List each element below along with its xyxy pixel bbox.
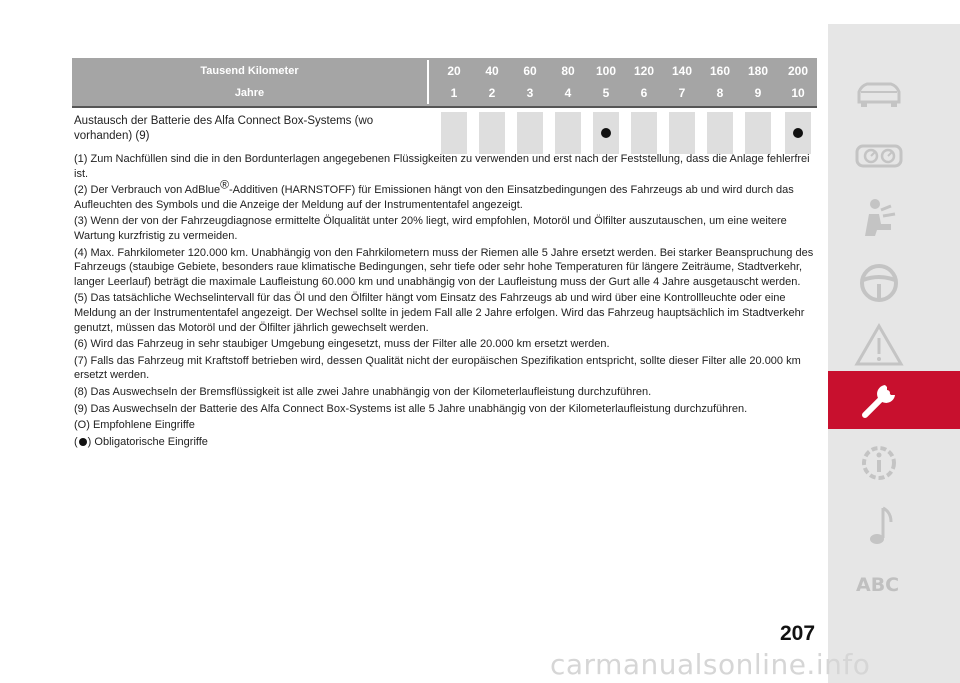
sidebar-item-maintenance[interactable] [828, 371, 960, 429]
table-cell [479, 112, 505, 154]
page-number: 207 [780, 622, 816, 645]
header-col-2: 40 2 [485, 64, 499, 100]
footnote-1: (1) Zum Nachfüllen sind die in den Bordunterlagen angegebenen Flüssigkeiten zu verwenden und erst nach der Feststellung, dass die Anlage fehlerfrei ist. [74, 153, 810, 180]
header-col-9: 180 9 [747, 64, 769, 100]
footnote-2: (2) Der Verbrauch von AdBlue®-Additiven (HARNSTOFF) für Emissionen hängt von den Einsatzbedingungen des Fahrzeugs ab und wird durch das Aufleuchten des Symbols und die Anzeige der Meldung auf der Instrumententafel angezeigt. [74, 177, 794, 211]
seat-airbag-icon [851, 190, 907, 248]
footnote-6: (6) Wird das Fahrzeug in sehr staubiger Umgebung eingesetzt, muss der Filter alle 20.000 km ersetzt werden. [74, 338, 610, 351]
sidebar-item-safety[interactable] [828, 190, 960, 248]
table-cell [441, 112, 467, 154]
watermark: carmanualsonline.info [550, 648, 871, 681]
footnote-9: (9) Das Auswechseln der Batterie des Alfa Connect Box-Systems ist alle 5 Jahre unabhängig von der Kilometerlaufleistung durchzuführen. [74, 402, 748, 415]
music-note-icon [851, 498, 907, 556]
table-cell [707, 112, 733, 154]
legend-mandatory: ( ) Obligatorische Eingriffe [74, 435, 208, 448]
header-col-5: 100 5 [595, 64, 617, 100]
header-col-7: 140 7 [671, 64, 693, 100]
table-cell [785, 112, 811, 154]
table-cell [745, 112, 771, 154]
legend-recommended: (O) Empfohlene Eingriffe [74, 419, 195, 432]
footnotes [74, 152, 819, 451]
wrench-icon [851, 371, 907, 429]
sidebar-item-multimedia[interactable] [828, 498, 960, 556]
dashboard-icon [851, 126, 907, 184]
chapter-sidebar [828, 24, 960, 683]
sidebar-item-car[interactable] [828, 62, 960, 120]
header-col-3: 60 3 [523, 64, 537, 100]
info-gear-icon [851, 434, 907, 492]
row-label: Austausch der Batterie des Alfa Connect Box-Systems (wo vorhanden) (9) [74, 115, 374, 142]
mandatory-dot-icon [793, 128, 803, 138]
table-row [72, 106, 817, 154]
table-header [72, 58, 817, 106]
footnote-5: (5) Das tatsächliche Wechselintervall für das Öl und den Ölfilter hängt vom Einsatz des Fahrzeugs ab und wird über eine Kontrollleuchte oder eine Meldung an der Instrumententafel angezeigt. Der Wechsel sollte in jedem Fall alle 2 Jahre erfolgen. Wird das Fahrzeug hauptsächlich im Stadtverkehr genutzt, müssen das Motoröl und der Ölfilter jährlich gewechselt werden. [74, 292, 805, 334]
table-cell [631, 112, 657, 154]
footnote-8: (8) Das Auswechseln der Bremsflüssigkeit ist alle zwei Jahre unabhängig von der Kilometerlaufleistung durchzuführen. [74, 385, 652, 398]
mandatory-dot-icon [601, 128, 611, 138]
header-col-1: 20 1 [447, 64, 461, 100]
sidebar-item-technical[interactable] [828, 434, 960, 492]
footnote-4: (4) Max. Fahrkilometer 120.000 km. Unabhängig von den Fahrkilometern muss der Riemen alle 5 Jahre ersetzt werden. Bei starker Beanspruchung des Fahrzeugs (staubige Gebiete, besonders raue klimatische Bedingungen, sehr tiefe oder sehr hohe Temperaturen für längere Zeiträume, Stadtverkehr, langer Leerlauf) beträgt die maximale Laufleistung 60.000 km und unabhängig von der Laufleistung muss der Gurt alle 4 Jahre ausgetauscht werden. [74, 246, 814, 288]
car-icon [851, 62, 907, 120]
table-cell [517, 112, 543, 154]
header-col-6: 120 6 [633, 64, 655, 100]
header-label-column [72, 58, 427, 106]
warning-triangle-icon [851, 318, 907, 376]
header-col-10: 200 10 [787, 64, 809, 100]
sidebar-item-dashboard[interactable] [828, 126, 960, 184]
table-cell [555, 112, 581, 154]
steering-wheel-icon [851, 254, 907, 312]
table-cell [593, 112, 619, 154]
header-col-8: 160 8 [709, 64, 731, 100]
header-separator [427, 60, 429, 104]
sidebar-item-index[interactable]: ABC [856, 574, 900, 596]
header-km-label: Tausend Kilometer [200, 65, 299, 77]
table-cell [669, 112, 695, 154]
mandatory-dot-icon [79, 438, 87, 446]
header-col-4: 80 4 [561, 64, 575, 100]
sidebar-item-driving[interactable] [828, 254, 960, 312]
footnote-7: (7) Falls das Fahrzeug mit Kraftstoff betrieben wird, dessen Qualität nicht der europäischen Spezifikation entspricht, sollte dieser Filter alle 20.000 km ersetzt werden. [74, 354, 801, 382]
registered-mark: ® [220, 177, 229, 192]
sidebar-item-emergency[interactable] [828, 318, 960, 376]
header-years-label: Jahre [234, 87, 265, 99]
maintenance-table [72, 58, 817, 154]
footnote-3: (3) Wenn der von der Fahrzeugdiagnose ermittelte Ölqualität unter 20% liegt, wird empfohlen, Motoröl und Ölfilter auszutauschen, um eine weitere Wartung kurzfristig zu vermeiden. [74, 215, 787, 242]
